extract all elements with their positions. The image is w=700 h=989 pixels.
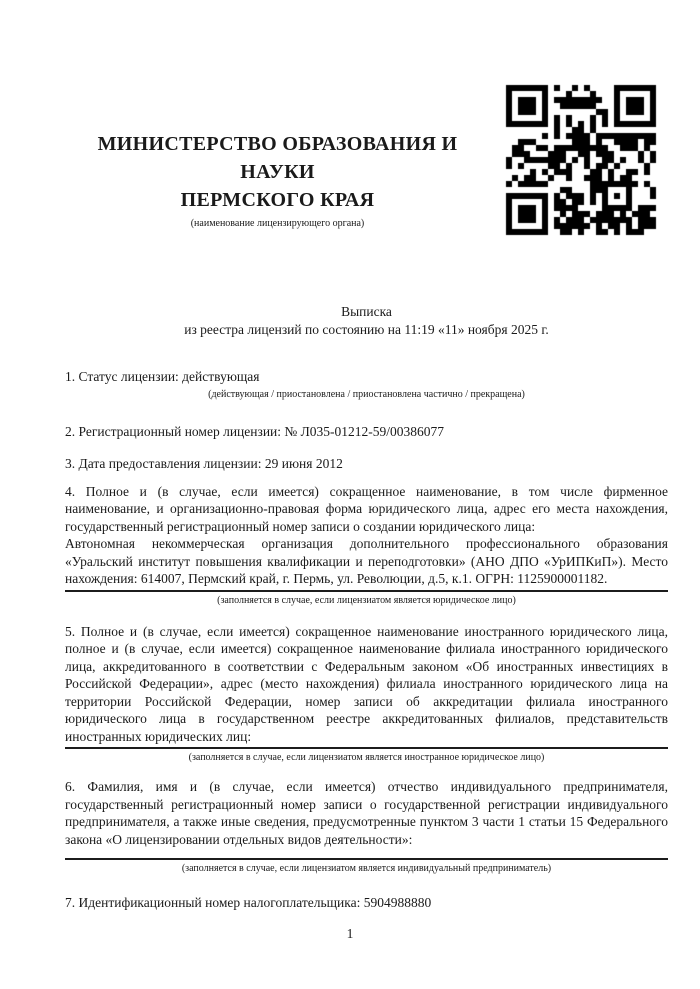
item-5-note: (заполняется в случае, если лицензиатом является иностранное юридическое лицо) — [188, 752, 545, 763]
item-4-fill-line — [65, 590, 668, 592]
document-title — [65, 303, 668, 338]
document-title-line2: из реестра лицензий по состоянию на 11:19 «11» ноября 2025 г. — [184, 321, 549, 337]
item-6-question: 6. Фамилия, имя и (в случае, если имеется) отчество индивидуального предпринимателя, государственный регистрационный номер записи о государственной регистрации индивидуального предпринимателя, а также иные сведения, предусмотренные пунктом 3 части 1 статьи 15 Федерального закона «О лицензировании отдельных видов деятельности»: — [65, 779, 668, 847]
item-2-registration-number: 2. Регистрационный номер лицензии: № Л035-01212-59/00386077 — [65, 423, 445, 439]
document-title-line1: Выписка — [341, 304, 392, 319]
authority-caption: (наименование лицензирующего органа) — [190, 218, 365, 229]
item-4-question: 4. Полное и (в случае, если имеется) сокращенное наименование, в том числе фирменное наименование, и организационно-правовая форма юридического лица, адрес его места нахождения, государственный регистрационный номер записи о создании юридического лица: — [65, 483, 668, 534]
item-3-grant-date: 3. Дата предоставления лицензии: 29 июня 2012 — [65, 456, 343, 471]
item-5-question: 5. Полное и (в случае, если имеется) сокращенное наименование иностранного юридического лица, полное и (в случае, если имеется) сокращенное наименование филиала иностранного юридического лица, аккредитованного в соответствии с Федеральным законом «Об иностранных инвестициях в Российской Федерации», адрес (место нахождения) филиала иностранного юридического лица на территории Российской Федерации, номер записи об аккредитации филиала иностранного юридического лица в государственном реестре аккредитованных филиалов, представительств иностранных юридических лиц: — [65, 623, 668, 744]
item-4-answer: Автономная некоммерческая организация дополнительного профессионального образования «Уральский институт повышения квалификации и переподготовки» (АНО ДПО «УрИПКиП»). Место нахождения: 614007, Пермский край, г. Пермь, ул. Революции, д.5, к.1. ОГРН: 1125900001182. — [65, 536, 668, 586]
ministry-name-line1: МИНИСТЕРСТВО ОБРАЗОВАНИЯ И НАУКИ — [97, 133, 458, 183]
page-number: 1 — [346, 926, 354, 941]
qr-code-icon — [505, 84, 657, 236]
item-1-note: (действующая / приостановлена / приостановлена частично / прекращена) — [208, 388, 525, 400]
item-5-fill-line — [65, 747, 668, 749]
document-body — [65, 365, 668, 912]
item-6-fill-line — [65, 858, 668, 860]
item-1-license-status: 1. Статус лицензии: действующая — [65, 369, 260, 384]
item-6-note: (заполняется в случае, если лицензиатом является индивидуальный предприниматель) — [181, 863, 552, 874]
licensing-authority-header — [65, 130, 490, 230]
ministry-name-line2: ПЕРМСКОГО КРАЯ — [180, 189, 375, 211]
item-4-note: (заполняется в случае, если лицензиатом является юридическое лицо) — [217, 594, 516, 606]
item-7-taxpayer-number: 7. Идентификационный номер налогоплательщика: 5904988880 — [65, 895, 432, 910]
